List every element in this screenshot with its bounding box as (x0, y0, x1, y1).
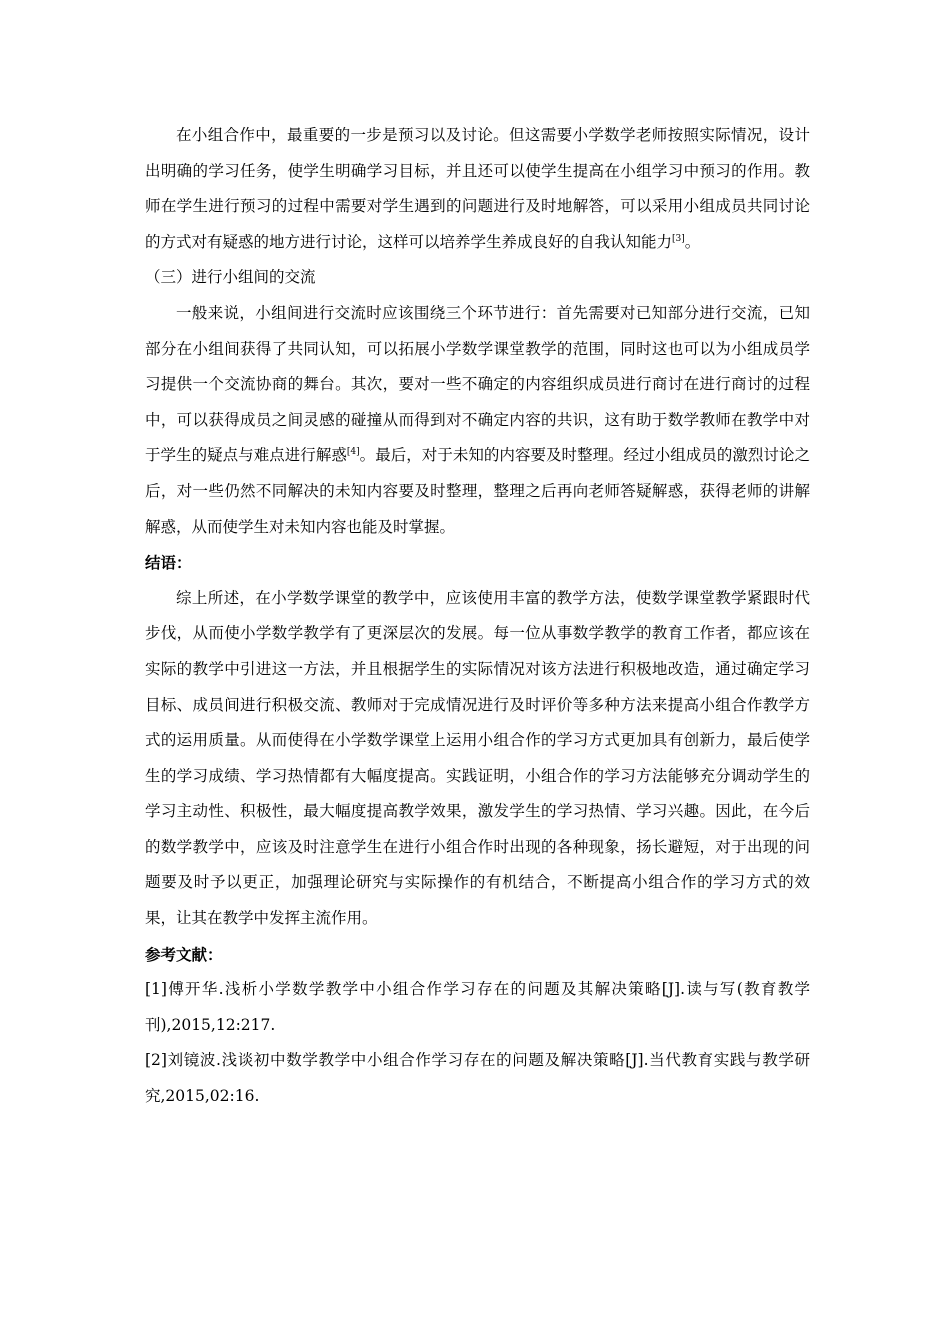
references-heading: 参考文献： (145, 944, 223, 964)
section-heading-group-exchange: （三）进行小组间的交流 (145, 268, 316, 287)
paragraph-text: 一般来说，小组间进行交流时应该围绕三个环节进行：首先需要对已知部分进行交流，已知部分在小组间获得了共同认知，可以拓展小学数学课堂教学的范围，同时这也可以为小组成员学习提供一个交流协商的舞台。其次，要对一些不确定的内容组织成员进行商讨在进行商讨的过程中，可以获得成员之间灵感的碰撞从而得到对不确定内容的共识，这有助于数学教师在教学中对于学生的疑点与难点进行解惑 (145, 303, 810, 465)
reference-item-2: [2]刘镜波.浅谈初中数学教学中小组合作学习存在的问题及解决策略[J].当代教育实践与教学研究,2015,02:16. (145, 1051, 810, 1106)
paragraph-text: 在小组合作中，最重要的一步是预习以及讨论。但这需要小学数学老师按照实际情况，设计出明确的学习任务，使学生明确学习目标，并且还可以使学生提高在小组学习中预习的作用。教师在学生进行预习的过程中需要对学生遇到的问题进行及时地解答，可以采用小组成员共同讨论的方式对有疑惑的地方进行讨论，这样可以培养学生养成良好的自我认知能力 (145, 126, 810, 251)
paragraph-end: 。 (684, 232, 701, 251)
paragraph-conclusion: 综上所述，在小学数学课堂的教学中，应该使用丰富的教学方法，使数学课堂教学紧跟时代步伐，从而使小学数学教学有了更深层次的发展。每一位从事数学教学的教育工作者，都应该在实际的教学中引进这一方法，并且根据学生的实际情况对该方法进行积极地改造，通过确定学习目标、成员间进行积极交流、教师对于完成情况进行及时评价等多种方法来提高小组合作教学方式的运用质量。从而使得在小学数学课堂上运用小组合作的学习方式更加具有创新力，最后使学生的学习成绩、学习热情都有大幅度提高。实践证明，小组合作的学习方法能够充分调动学生的学习主动性、积极性，最大幅度提高教学效果，激发学生的学习热情、学习兴趣。因此，在今后的数学教学中，应该及时注意学生在进行小组合作时出现的各种现象，扬长避短，对于出现的问题要及时予以更正，加强理论研究与实际操作的有机结合，不断提高小组合作的学习方式的效果，让其在教学中发挥主流作用。 (145, 588, 810, 928)
paragraph-preview-discussion (145, 118, 810, 260)
document-page (145, 118, 810, 1115)
reference-item-1: [1]傅开华.浅析小学数学教学中小组合作学习存在的问题及其解决策略[J].读与写(教育教学刊),2015,12:217. (145, 980, 810, 1034)
conclusion-heading: 结语： (145, 553, 192, 573)
paragraph-group-exchange (145, 296, 810, 545)
citation-3: [3] (672, 233, 685, 244)
paragraph-end: 。最后，对于未知的内容要及时整理。经过小组成员的激烈讨论之后，对一些仍然不同解决的未知内容要及时整理，整理之后再向老师答疑解惑，获得老师的讲解解惑，从而使学生对未知内容也能及时掌握。 (145, 446, 810, 536)
citation-4: [4] (346, 447, 360, 458)
